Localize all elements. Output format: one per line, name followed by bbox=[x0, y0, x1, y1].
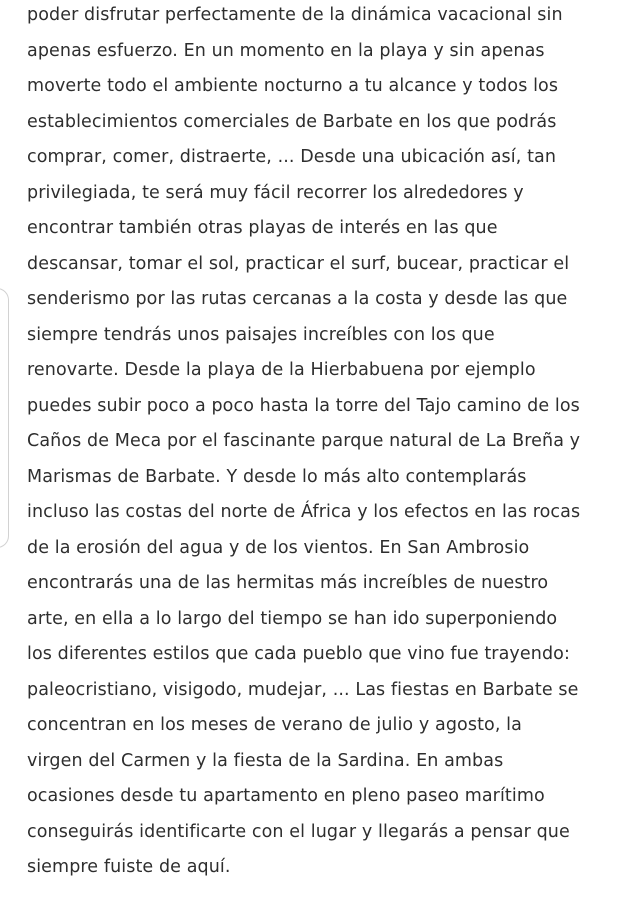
text-line: apenas esfuerzo. En un momento en la playa y sin apenas bbox=[27, 40, 545, 61]
text-line: comprar, comer, distraerte, ... Desde una ubicación así, tan bbox=[27, 147, 557, 167]
text-line: privilegiada, te será muy fácil recorrer los alrededores y bbox=[27, 182, 524, 203]
text-line: descansar, tomar el sol, practicar el surf, bucear, practicar el bbox=[27, 253, 570, 274]
text-line: Caños de Meca por el fascinante parque natural de La Breña y bbox=[27, 431, 581, 451]
text-line: Marismas de Barbate. Y desde lo más alto contemplarás bbox=[27, 466, 527, 487]
text-line: establecimientos comerciales de Barbate en los que podrás bbox=[27, 111, 557, 132]
text-line: senderismo por las rutas cercanas a la costa y desde las que bbox=[27, 289, 568, 309]
left-edge-bracket bbox=[0, 288, 9, 548]
text-line: paleocristiano, visigodo, mudejar, ... Las fiestas en Barbate se bbox=[27, 679, 579, 700]
text-line: ocasiones desde tu apartamento en pleno paseo marítimo bbox=[27, 786, 545, 806]
text-line: poder disfrutar perfectamente de la dinámica vacacional sin bbox=[27, 5, 563, 25]
text-line: siempre fuiste de aquí. bbox=[27, 857, 231, 877]
text-line: encontrarás una de las hermitas más increíbles de nuestro bbox=[27, 573, 549, 593]
text-line: arte, en ella a lo largo del tiempo se han ido superponiendo bbox=[27, 608, 558, 629]
text-line: moverte todo el ambiente nocturno a tu alcance y todos los bbox=[27, 76, 559, 96]
body-paragraph bbox=[27, 0, 627, 886]
text-line: incluso las costas del norte de África y los efectos en las rocas bbox=[27, 502, 581, 522]
text-line: puedes subir poco a poco hasta la torre del Tajo camino de los bbox=[27, 395, 580, 416]
text-line: concentran en los meses de verano de julio y agosto, la bbox=[27, 715, 522, 735]
text-line: conseguirás identificarte con el lugar y llegarás a pensar que bbox=[27, 821, 570, 842]
text-line: renovarte. Desde la playa de la Hierbabuena por ejemplo bbox=[27, 360, 536, 380]
text-line: encontrar también otras playas de interés en las que bbox=[27, 218, 498, 238]
text-line: virgen del Carmen y la fiesta de la Sardina. En ambas bbox=[27, 750, 504, 771]
text-line: los diferentes estilos que cada pueblo que vino fue trayendo: bbox=[27, 644, 570, 664]
text-line: de la erosión del agua y de los vientos. En San Ambrosio bbox=[27, 537, 530, 558]
text-line: siempre tendrás unos paisajes increíbles con los que bbox=[27, 324, 495, 345]
